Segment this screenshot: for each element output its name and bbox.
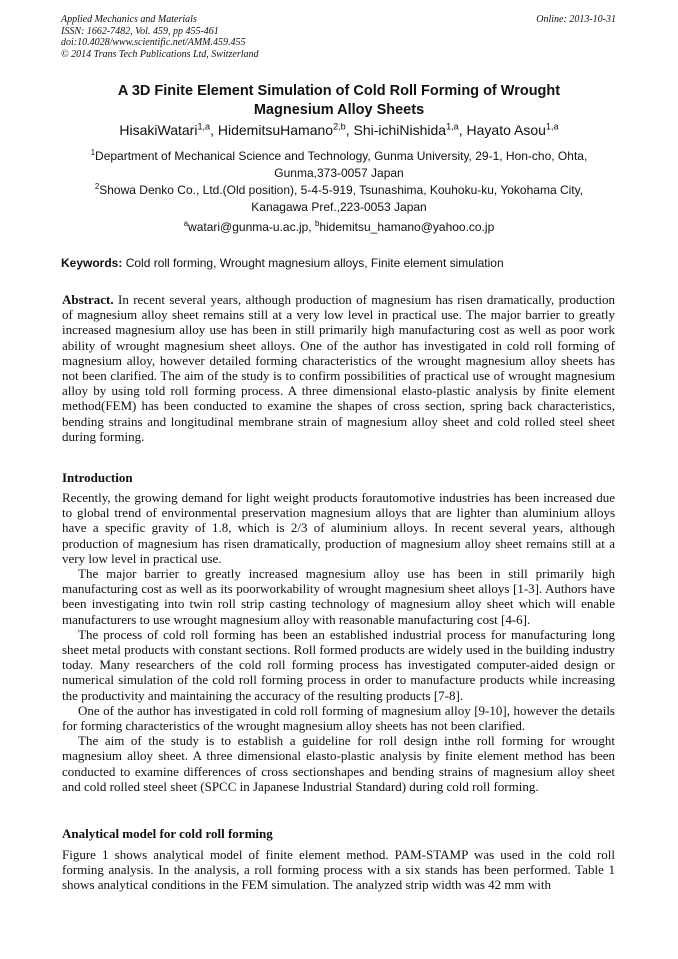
author-name: Hayato Asou: [466, 122, 546, 138]
abstract: [62, 292, 615, 444]
author-name: HidemitsuHamano: [217, 122, 334, 138]
email-b: hidemitsu_hamano@yahoo.co.jp: [319, 220, 495, 234]
author-affiliation-mark: 1,a: [446, 121, 459, 132]
abstract-label: Abstract.: [62, 292, 114, 307]
paragraph: The aim of the study is to establish a guideline for roll design inthe roll forming for wrought magnesium alloy sheet. A three dimensional elasto-plastic analysis by finite element method has been conducted to examine differences of cross sectionshapes and bending strains of magnesium alloy sheet and cold rolled steel sheet (SPCC in Japanese Industrial Standard) during cold roll forming.: [62, 733, 615, 794]
keywords-label: Keywords:: [61, 256, 123, 270]
section-heading-introduction: Introduction: [62, 470, 133, 485]
email-mark: a: [183, 219, 189, 228]
affiliation-line: Kanagawa Pref.,223-0053 Japan: [251, 200, 427, 214]
title-line-1: A 3D Finite Element Simulation of Cold Roll Forming of Wrought: [117, 83, 561, 99]
affiliation-2: [70, 182, 608, 216]
author-affiliation-mark: 1,a: [197, 121, 211, 132]
title-line-2: Magnesium Alloy Sheets: [253, 102, 425, 118]
author-name: Shi-ichiNishida: [353, 122, 447, 138]
paragraph: The major barrier to greatly increased magnesium alloy use has been in still primarily high manufacturing cost as well as its poorworkability of wrought magnesium sheet alloys [1-3]. Authors have been investigating into twin roll strip casting technology of magnesium alloy sheet which will enable manufacturers to use wrought magnesium alloy with reasonable manufacturing cost [4-6].: [62, 566, 615, 627]
paragraph: Figure 1 shows analytical model of finite element method. PAM-STAMP was used in the cold roll forming analysis. In the analysis, a roll forming process with a six stands has been performed. Table 1 shows analytical conditions in the FEM simulation. The analyzed strip width was 42 mm with: [62, 847, 615, 893]
paragraph: Recently, the growing demand for light weight products forautomotive industries has been increased due to global trend of environmental preservation magnesium alloys that are lighter than aluminium alloys have a specific gravity of 1.8, which is 2/3 of aluminium alloys. In recent several years, although production of magnesium has risen dramatically, production of magnesium alloy sheet remains still at a very low level in practical use.: [62, 490, 615, 566]
introduction-body: [62, 490, 615, 794]
journal-copyright: © 2014 Trans Tech Publications Ltd, Switzerland: [61, 48, 259, 60]
author-name: HisakiWatari: [119, 122, 198, 138]
journal-name: Applied Mechanics and Materials: [61, 14, 197, 25]
online-date: Online: 2013-10-31: [536, 14, 616, 25]
keywords: [61, 255, 621, 271]
paragraph: One of the author has investigated in cold roll forming of magnesium alloy [9-10], however the details for forming characteristics of the wrought magnesium alloy sheets has not been clarified.: [62, 702, 615, 734]
journal-issn: ISSN: 1662-7482, Vol. 459, pp 455-461: [61, 25, 219, 37]
affiliation-line: Showa Denko Co., Ltd.(Old position), 5-4-5-919, Tsunashima, Kouhoku-ku, Yokohama City,: [99, 183, 584, 197]
affiliation-mark: 2: [94, 182, 100, 191]
paragraph: The process of cold roll forming has been an established industrial process for manufacturing long sheet metal products with constant sections. Roll formed products are widely used in the building industry today. Many researchers of the cold roll forming process has investigated computer-aided design or numerical simulation of the cold roll forming process in order to manufacture products while increasing the productivity and maintaining the accuracy of the resulting products [7-8].: [62, 626, 615, 703]
author-affiliation-mark: 2,b: [333, 121, 346, 132]
email-a: watari@gunma-u.ac.jp,: [188, 220, 312, 234]
author-affiliation-mark: 1,a: [545, 121, 559, 132]
analytical-model-body: [62, 847, 615, 893]
journal-doi: doi:10.4028/www.scientific.net/AMM.459.455: [61, 37, 246, 48]
paper-title: [70, 82, 608, 120]
abstract-text: In recent several years, although production of magnesium has risen dramatically, production of magnesium alloy sheet remains still at a very low level in practical use. The major barrier to greatly increased magnesium alloy use has been in still primarily high manufacturing cost as well as poor work ability of wrought magnesium sheet alloys. One of the author has investigated in cold roll forming of magnesium alloy, however detailed forming characteristics of the wrought magnesium alloy sheets has not been clarified. The aim of the study is to confirm possibilities of practical use of wrought magnesium alloy by using told roll forming process. A three dimensional elasto-plastic analysis by finite element method(FEM) has been conducted to examine the shapes of cross section, spring back characteristics, bending strains and longitudinal membrane strain of magnesium alloy sheet and cold rolled steel sheet during forming.: [62, 292, 615, 444]
author-list: HisakiWatari$^{1,a}$, HidemitsuHamano$^{2,b}$, Shi-ichiNishida$^{1,a}$, Hayato Asou$^{1,a}$: [119, 121, 559, 138]
keywords-text: Cold roll forming, Wrought magnesium alloys, Finite element simulation: [125, 256, 504, 270]
affiliation-1: [70, 148, 608, 182]
affiliation-line: Department of Mechanical Science and Technology, Gunma University, 29-1, Hon-cho, Ohta,: [95, 149, 588, 163]
journal-header: [61, 14, 616, 60]
section-heading-analytical-model: Analytical model for cold roll forming: [62, 826, 273, 841]
affiliation-line: Gunma,373-0057 Japan: [274, 166, 404, 180]
affiliation-mark: 1: [90, 148, 96, 157]
email-mark: b: [314, 219, 320, 228]
author-emails: [70, 219, 608, 236]
